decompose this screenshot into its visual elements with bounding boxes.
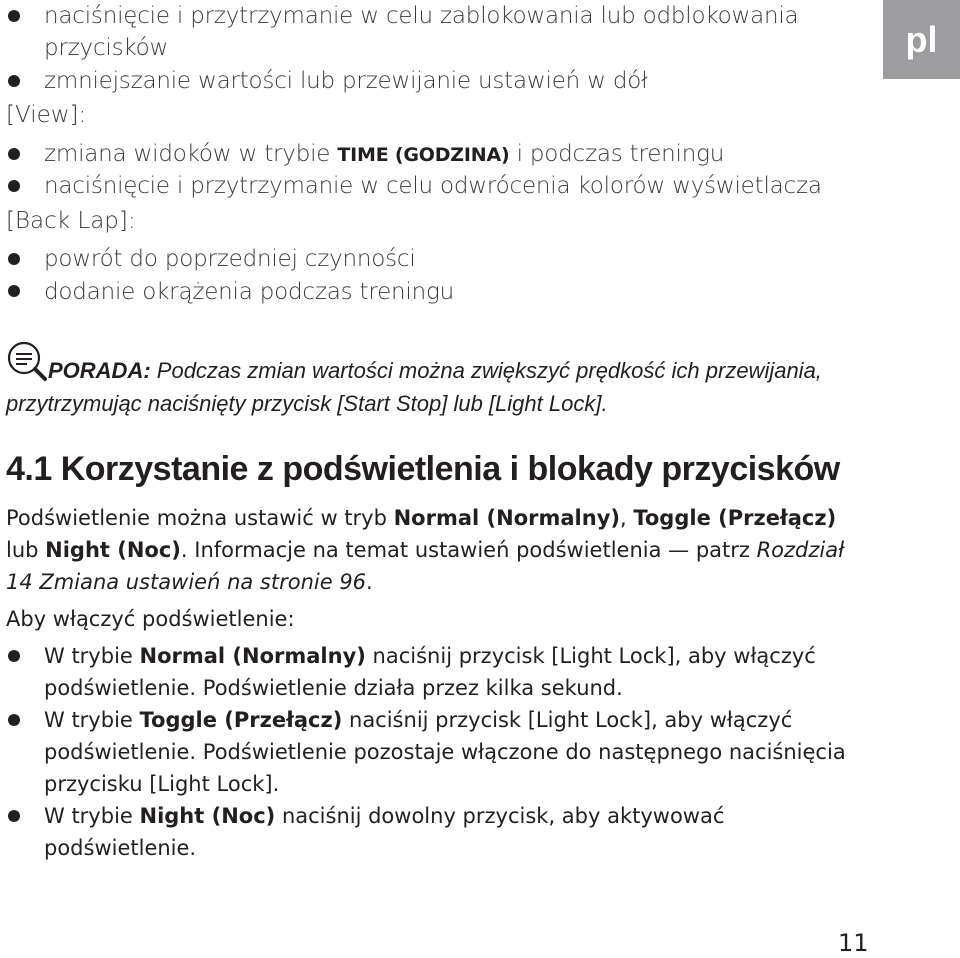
list-item: zmniejszanie wartości lub przewijanie ustawień w dół <box>44 68 648 94</box>
bullet-dot <box>8 285 20 297</box>
list-item: zmiana widoków w trybie TIME (GODZINA) i podczas treningu <box>44 141 725 167</box>
tip-line: PORADA: Podczas zmian wartości można zwiększyć prędkość ich przewijania, <box>48 358 822 383</box>
list-item-continuation: przycisku [Light Lock]. <box>44 772 280 796</box>
bullet-dot <box>8 810 20 822</box>
bullet-dot <box>8 75 20 87</box>
list-item-continuation: przycisków <box>44 35 169 61</box>
bullet-dot <box>8 714 20 726</box>
language-tab: pl <box>883 0 960 79</box>
list-item: W trybie Night (Noc) naciśnij dowolny przycisk, aby aktywować <box>44 804 725 828</box>
tip-label: PORADA: <box>48 358 151 383</box>
page-number: 11 <box>838 929 869 957</box>
bullet-dot <box>8 650 20 662</box>
list-item: naciśnięcie i przytrzymanie w celu zablokowania lub odblokowania <box>44 3 799 29</box>
bullet-dot <box>8 180 20 192</box>
paragraph-line: 14 Zmiana ustawień na stronie 96. <box>6 570 373 594</box>
paragraph-line: Podświetlenie można ustawić w tryb Normal (Normalny), Toggle (Przełącz) <box>6 506 837 530</box>
list-item-continuation: podświetlenie. Podświetlenie pozostaje włączone do następnego naciśnięcia <box>44 740 846 764</box>
list-item: W trybie Toggle (Przełącz) naciśnij przycisk [Light Lock], aby włączyć <box>44 708 793 732</box>
view-label: [View]: <box>6 102 87 128</box>
paragraph-line: lub Night (Noc). Informacje na temat ustawień podświetlenia — patrz Rozdział <box>6 538 845 562</box>
tip-line: przytrzymując naciśnięty przycisk [Start Stop] lub [Light Lock]. <box>6 391 608 416</box>
list-item-continuation: podświetlenie. Podświetlenie działa przez kilka sekund. <box>44 676 623 700</box>
backlap-label: [Back Lap]: <box>6 208 136 234</box>
list-item: dodanie okrążenia podczas treningu <box>44 279 454 305</box>
list-item: powrót do poprzedniej czynności <box>44 246 416 272</box>
bullet-dot <box>8 10 20 22</box>
bullet-dot <box>8 253 20 265</box>
list-item: naciśnięcie i przytrzymanie w celu odwrócenia kolorów wyświetlacza <box>44 173 822 199</box>
bullet-dot <box>8 148 20 160</box>
list-item: W trybie Normal (Normalny) naciśnij przycisk [Light Lock], aby włączyć <box>44 644 816 668</box>
magnifier-tip-icon <box>5 340 49 382</box>
enable-label: Aby włączyć podświetlenie: <box>6 607 295 631</box>
list-item-continuation: podświetlenie. <box>44 836 197 860</box>
section-heading: 4.1 Korzystanie z podświetlenia i blokady przycisków <box>6 450 840 488</box>
